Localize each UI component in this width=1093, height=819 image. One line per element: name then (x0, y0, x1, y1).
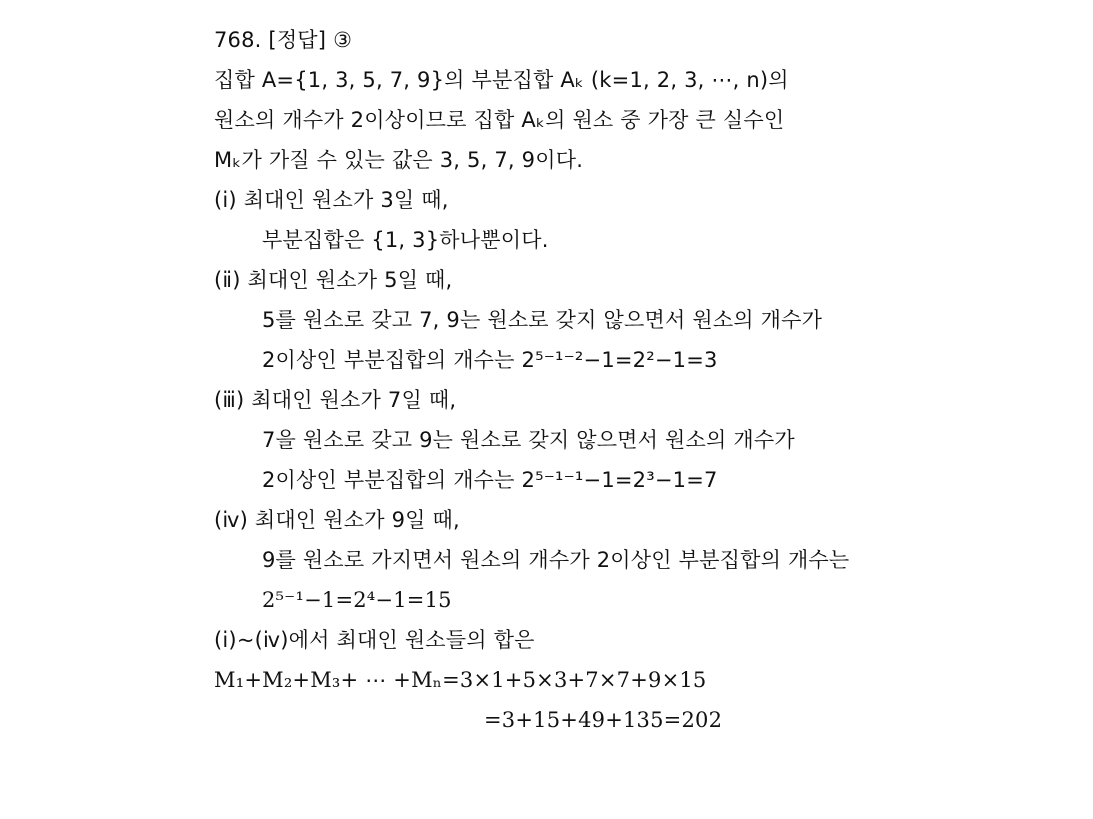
case-i-result: 부분집합은 {1, 3}하나뿐이다. (262, 228, 549, 252)
case-iv-condition: 9를 원소로 가지면서 원소의 개수가 2이상인 부분집합의 개수는 (262, 548, 850, 572)
case-ii-heading: (ⅱ) 최대인 원소가 5일 때, (214, 268, 453, 292)
case-iii-count: 2이상인 부분집합의 개수는 2⁵⁻¹⁻¹−1=2³−1=7 (262, 468, 718, 492)
case-ii-condition: 5를 원소로 갖고 7, 9는 원소로 갖지 않으면서 원소의 개수가 (262, 308, 823, 332)
answer-header: 768. [정답] ③ (214, 28, 353, 52)
case-iv-heading: (ⅳ) 최대인 원소가 9일 때, (214, 508, 460, 532)
possible-max-values-line: Mₖ가 가질 수 있는 값은 3, 5, 7, 9이다. (214, 148, 584, 172)
sum-intro-line: (ⅰ)~(ⅳ)에서 최대인 원소들의 합은 (214, 628, 535, 652)
sum-equation-line-2: =3+15+49+135=202 (484, 708, 723, 732)
set-definition-line: 집합 A={1, 3, 5, 7, 9}의 부분집합 Aₖ (k=1, 2, 3, ⋯, n)의 (214, 68, 789, 92)
subset-size-line: 원소의 개수가 2이상이므로 집합 Aₖ의 원소 중 가장 큰 실수인 (214, 108, 785, 132)
case-ii-count: 2이상인 부분집합의 개수는 2⁵⁻¹⁻²−1=2²−1=3 (262, 348, 718, 372)
case-iii-heading: (ⅲ) 최대인 원소가 7일 때, (214, 388, 457, 412)
case-i-heading: (ⅰ) 최대인 원소가 3일 때, (214, 188, 449, 212)
sum-equation-line-1: M₁+M₂+M₃+ ⋯ +Mₙ=3×1+5×3+7×7+9×15 (214, 668, 707, 692)
case-iv-count: 2⁵⁻¹−1=2⁴−1=15 (262, 588, 452, 612)
solution-document (214, 22, 934, 742)
case-iii-condition: 7을 원소로 갖고 9는 원소로 갖지 않으면서 원소의 개수가 (262, 428, 795, 452)
